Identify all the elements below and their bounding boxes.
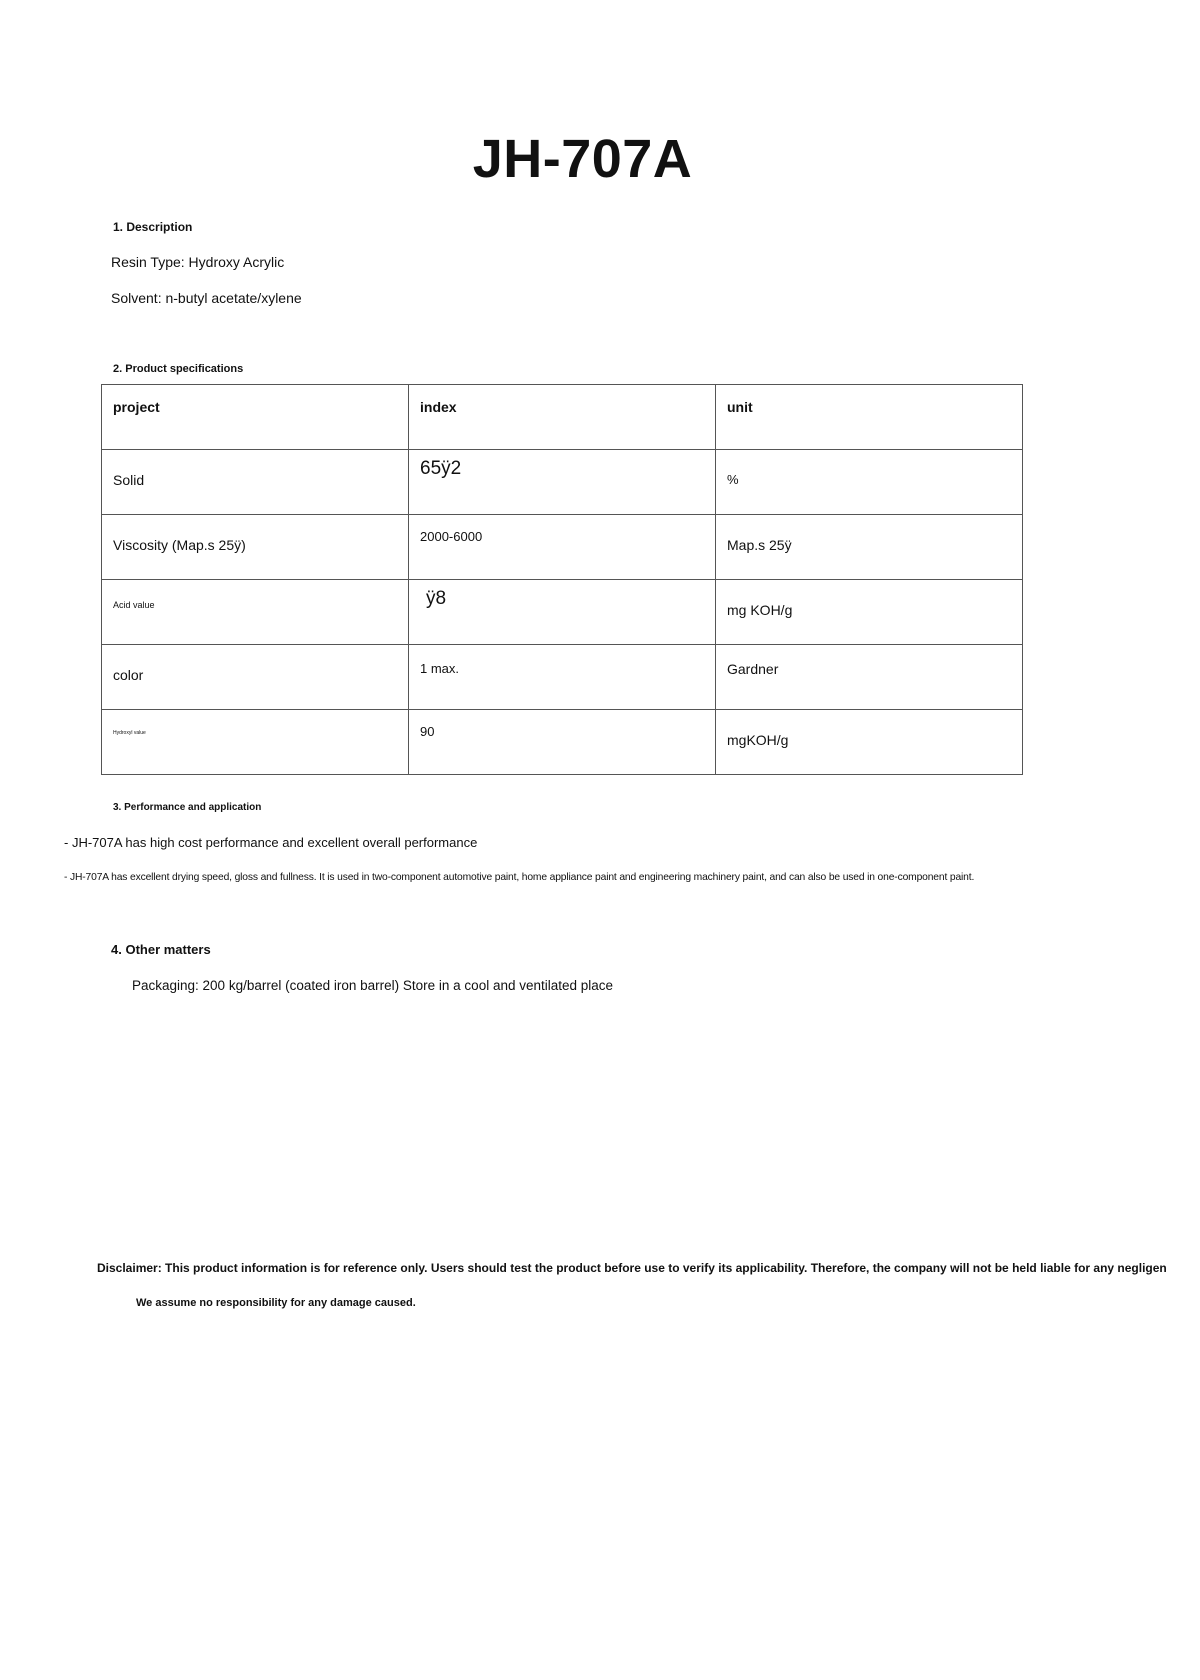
row-hydroxyl-project: Hydroxyl value <box>102 710 409 775</box>
performance-line-1: - JH-707A has high cost performance and excellent overall performance <box>64 835 478 850</box>
resin-type-text: Resin Type: Hydroxy Acrylic <box>111 254 285 270</box>
column-header-project: project <box>102 385 409 450</box>
row-color-project: color <box>102 645 409 710</box>
row-hydroxyl-unit: mgKOH/g <box>716 710 1023 775</box>
row-viscosity-index: 2000-6000 <box>409 515 716 580</box>
disclaimer-line-2: We assume no responsibility for any damage caused. <box>136 1297 416 1309</box>
other-matters-heading: 4. Other matters <box>111 942 211 957</box>
solvent-text: Solvent: n-butyl acetate/xylene <box>111 290 302 306</box>
row-viscosity-unit: Map.s 25ÿ <box>716 515 1023 580</box>
row-hydroxyl-index: 90 <box>409 710 716 775</box>
row-solid-index: 65ÿ2 <box>409 450 716 515</box>
row-solid-unit: % <box>716 450 1023 515</box>
row-color-index: 1 max. <box>409 645 716 710</box>
row-solid-project: Solid <box>102 450 409 515</box>
disclaimer-line-1: Disclaimer: This product information is for reference only. Users should test the product before use to verify its applicability. Therefore, the company will not be held liable for any negligen <box>97 1261 1167 1275</box>
row-acid-unit: mg KOH/g <box>716 580 1023 645</box>
row-acid-index: ÿ8 <box>409 580 716 645</box>
document-title: JH-707A <box>472 129 693 189</box>
description-heading: 1. Description <box>113 220 193 234</box>
table-row <box>102 710 1023 775</box>
table-row <box>102 580 1023 645</box>
performance-line-2: - JH-707A has excellent drying speed, gloss and fullness. It is used in two-component automotive paint, home appliance paint and engineering machinery paint, and can also be used in one-component paint. <box>64 872 975 883</box>
table-header-row <box>102 385 1023 450</box>
row-acid-project: Acid value <box>102 580 409 645</box>
table-row <box>102 450 1023 515</box>
column-header-unit: unit <box>716 385 1023 450</box>
performance-heading: 3. Performance and application <box>113 802 262 813</box>
specifications-heading: 2. Product specifications <box>113 363 244 375</box>
table-row <box>102 515 1023 580</box>
packaging-text: Packaging: 200 kg/barrel (coated iron barrel) Store in a cool and ventilated place <box>132 978 614 993</box>
row-color-unit: Gardner <box>716 645 1023 710</box>
column-header-index: index <box>409 385 716 450</box>
specifications-table <box>101 384 1023 775</box>
table-row <box>102 645 1023 710</box>
row-viscosity-project: Viscosity (Map.s 25ÿ) <box>102 515 409 580</box>
